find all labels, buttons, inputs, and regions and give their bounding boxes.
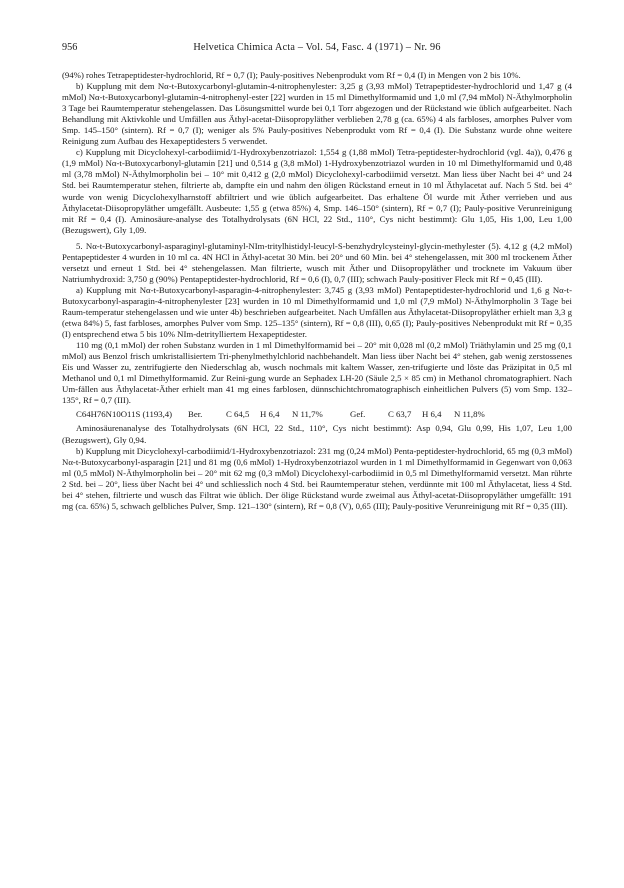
found-h: H 6,4 xyxy=(422,409,442,420)
calculated-n: N 11,7% xyxy=(292,409,323,420)
elemental-analysis xyxy=(76,409,572,420)
paragraph-5b: b) Kupplung mit Dicyclohexyl-carbodiimid/1-Hydroxybenzotriazol: 231 mg (0,24 mMol) Penta-peptidester-hydrochlorid, 65 mg (0,3 mMol) Nα-t-Butoxycarbonyl-asparagin [21] und 81 mg (0,6 mMol) 1-Hydroxybenzotriazol wurden in 1 ml Dimethylformamid in Gegenwart von 0,063 ml (0,5 mMol) N-Äthylmorpholin bei – 20° mit 62 mg (0,3 mMol) Dicyclohexyl-carbodiimid in 0,5 ml Dimethylformamid versetzt. Man rührte 2 Std. bei – 20°, liess über Nacht bei 4° und schliesslich noch 4 Std. bei Raumtemperatur stehen, verdünnte mit 100 ml Äthylacetat, liess 4 Std. bei 4° stehen, filtrierte und wusch das Filtrat wie üblich. Der ölige Rückstand wurde zweimal aus Äthyl-acetat-Diisopropyläther umgefällt: 191 mg (ca. 65%) 5, schwach gelbliches Pulver, Smp. 121–130° (sintern), Rf = 0,8 (V), 0,65 (III); Pauly-positive Verunreinigung mit Rf = 0,35 (III). xyxy=(62,445,572,511)
page-number: 956 xyxy=(62,42,78,53)
article-body xyxy=(62,70,572,512)
molecular-formula: C64H76N10O11S (1193,4) xyxy=(76,409,173,420)
paragraph-amino-acid-analysis: Aminosäurenanalyse des Totalhydrolysats (6N HCl, 22 Std., 110°, Cys nicht bestimmt): Asp 0,94, Glu 0,99, His 1,07, Leu 1,00 (Bezugswert), Gly 0,94. xyxy=(62,423,572,445)
paragraph-continuation: (94%) rohes Tetrapeptidester-hydrochlorid, Rf = 0,7 (I); Pauly-positives Nebenprodukt vom Rf = 0,4 (I) in Mengen von 2 bis 10%. xyxy=(62,70,521,80)
found-n: N 11,8% xyxy=(454,409,485,420)
page-header xyxy=(62,42,572,58)
paragraph-section-5: 5. Nα-t-Butoxycarbonyl-asparaginyl-glutaminyl-NIm-tritylhistidyl-leucyl-S-benzhydrylcysteinyl-glycin-methylester (5). 4,12 g (4,2 mMol) Pentapeptidester 4 wurden in 10 ml ca. 4N HCl in Äthyl-acetat 30 Min. bei 20° und 60 Min. bei 4° stehengelassen, mit 300 ml trockenem Äther versetzt und erneut 1 Std. bei 4° stehengelassen. Man filtrierte, wusch mit Äther und Diisopropyläther und trocknete im Vakuum über Natriumhydroxid: 3,750 g (90%) Pentapeptidester-hydrochlorid, Rf = 0,6 (I), 0,7 (III); schwach Pauly-positiver Fleck mit Rf = 0,45 (III). xyxy=(62,240,572,284)
calculated-h: H 6,4 xyxy=(260,409,280,420)
calculated-label: Ber. xyxy=(188,409,203,420)
calculated-c: C 64,5 xyxy=(226,409,250,420)
paragraph-4b: b) Kupplung mit dem Nα-t-Butoxycarbonyl-glutamin-4-nitrophenylester: 3,25 g (3,93 mMol) Tetrapeptidester-hydrochlorid und 1,47 g (4 mMol) Nα-t-Butoxycarbonyl-glutamin-4-nitrophenyl-ester [22] wurden in 15 ml Dimethylformamid und 1,0 ml (7,94 mMol) N-Äthylmorpholin 3 Tage bei Raumtemperatur stehengelassen. Das Lösungsmittel wurde bei 0,1 Torr abgezogen und der Rückstand wie üblich aufgearbeitet. Nach Behandlung mit Aktivkohle und Umfällen aus Äthyl-acetat-Diisopropyläther verblieben 2,78 g (ca. 65%) 4 als farbloses, amorphes Pulver vom Smp. 145–150° (sintern). Rf = 0,7 (I); weniger als 5% Pauly-positives Nebenprodukt vom Rf = 0,4 (I). Die Substanz wurde ohne weitere Reinigung zum Aufbau des Hexapeptidesters 5 verwendet. xyxy=(62,81,572,147)
paragraph-4c: c) Kupplung mit Dicyclohexyl-carbodiimid/1-Hydroxybenzotriazol: 1,554 g (1,88 mMol) Tetra-peptidester-hydrochlorid (vgl. 4a)), 0,476 g (1,9 mMol) Nα-t-Butoxycarbonyl-glutamin [21] und 0,514 g (3,8 mMol) 1-Hydroxybenzotriazol wurden in 10 ml Dimethylformamid und 0,48 ml (3,78 mMol) N-Äthylmorpholin bei – 10° mit 0,412 g (2,0 mMol) Dicyclohexyl-carbodiimid versetzt. Man liess über Nacht bei 4° und 24 Std. bei Raumtemperatur stehen, filtrierte ab, dampfte ein und nahm den öligen Rückstand erneut in 10 ml Äthylacetat auf. Nach 5 Std. bei 4° wurde von wenig Dicyclohexylharnstoff abfiltriert und wie üblich aufgearbeitet. Das erhaltene Öl wurde mit Äther verrieben und aus Äthylacetat-Diisopropyläther umgefällt. Ausbeute: 1,55 g (etwa 85%) 4, Smp. 146–150° (sintern), Rf = 0,7 (I); Pauly-positive Verunreinigung mit Rf = 0,4 (I). Aminosäure-analyse des Totalhydrolysats (6N HCl, 22 Std., 110°, Cys nicht bestimmt): Glu 1,05, His 1,00, Leu 1,00 (Bezugswert), Gly 1,09. xyxy=(62,147,572,235)
paragraph-purification: 110 mg (0,1 mMol) der rohen Substanz wurden in 1 ml Dimethylformamid bei – 20° mit 0,028 ml (0,2 mMol) Triäthylamin und 25 mg (0,1 mMol) aus Benzol frisch umkristallisiertem Tri-phenylmethylchlorid nachbehandelt. Man liess über Nacht bei 4° stehen, gab wenig zerstossenes Eis und Wasser zu, zentrifugierte den Niederschlag ab, wusch nochmals mit kaltem Wasser, zen-trifugierte und löste das Präzipitat in 0,5 ml Methanol und 0,1 ml Dimethylformamid. Zur Reini-gung wurde an Sephadex LH-20 (Säule 2,5 × 85 cm) in Methanol chromatographiert. Nach Um-fällen aus Äthylacetat-Äther erhielt man 41 mg eines farblosen, dünnschichtchromatographisch einheitlichen Pulvers (5) vom Smp. 132–135°, Rf = 0,7 (III). xyxy=(62,340,572,406)
found-label: Gef. xyxy=(350,409,366,420)
journal-page xyxy=(62,42,572,512)
paragraph-5a: a) Kupplung mit Nα-t-Butoxycarbonyl-asparagin-4-nitrophenylester: 3,745 g (3,93 mMol) Pentapeptidester-hydrochlorid und 1,6 g Nα-t-Butoxycarbonyl-asparagin-4-nitrophenylester [23] wurden in 10 ml Dimethylformamid und 1,0 ml (7,9 mMol) N-Äthylmorpholin 3 Tage bei Raum-temperatur stehengelassen und wie unter 4b) beschrieben aufgearbeitet. Nach Umfällen aus Äthylacetat-Diisopropyläther erhielt man 3,3 g (etwa 84%) 5, fast farbloses, amorphes Pulver vom Smp. 125–135° (sintern), Rf = 0,8 (III), 0,65 (I); Pauly-positives Nebenprodukt mit Rf = 0,35 (I) entsprechend etwa 5 bis 10% NIm-detritylliertem Hexapeptidester. xyxy=(62,284,572,340)
found-c: C 63,7 xyxy=(388,409,412,420)
running-head: Helvetica Chimica Acta – Vol. 54, Fasc. 4 (1971) – Nr. 96 xyxy=(193,42,441,53)
